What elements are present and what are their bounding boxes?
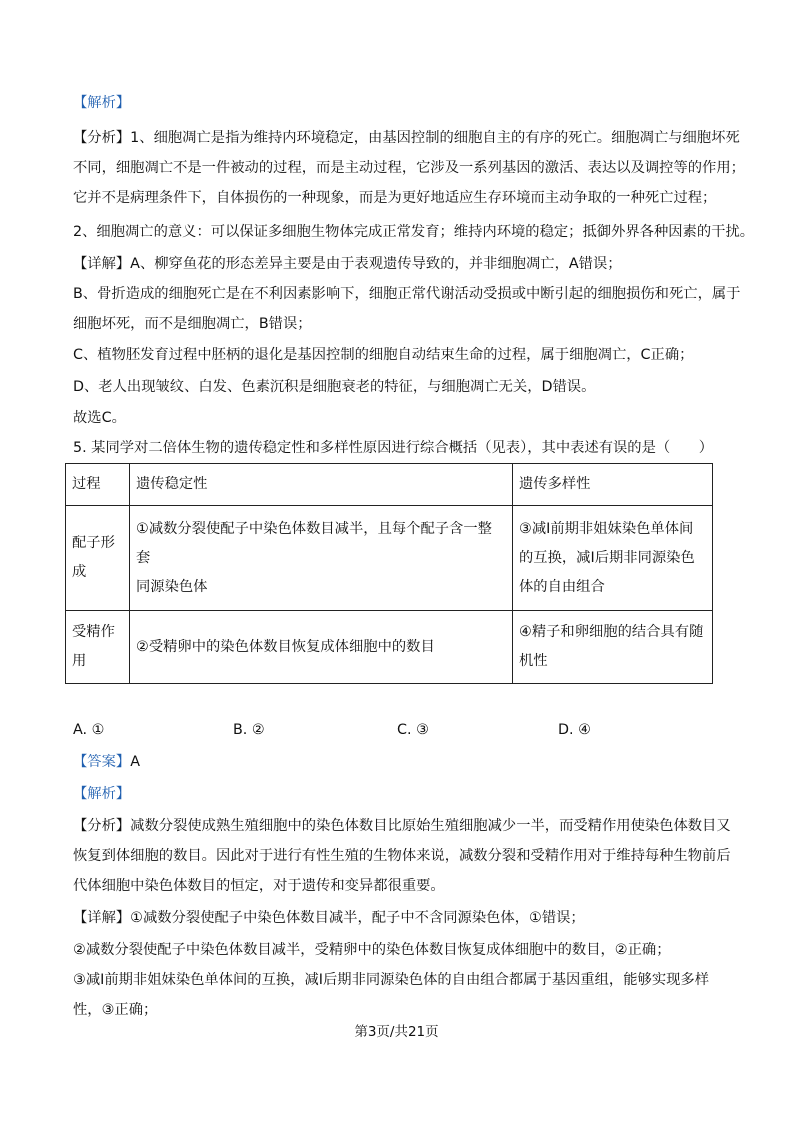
detail-line-c: C、植物胚发育过程中胚柄的退化是基因控制的细胞自动结束生命的过程，属于细胞凋亡，C正确； bbox=[73, 347, 694, 363]
cell-process: 受精作 用 bbox=[66, 611, 130, 684]
analysis-line-1: 【分析】1、细胞凋亡是指为维持内环境稳定，由基因控制的细胞自主的有序的死亡。细胞凋亡与细胞坏死 bbox=[73, 130, 740, 146]
answer-value: A bbox=[130, 754, 140, 770]
cell-stability: ①减数分裂使配子中染色体数目减半，且每个配子含一整套 同源染色体 bbox=[130, 506, 513, 611]
analysis-line-3: 它并不是病理条件下，自体损伤的一种现象，而是为更好地适应生存环境而主动争取的一种死亡过程； bbox=[73, 190, 717, 206]
option-d: D. ④ bbox=[558, 722, 591, 738]
header-diversity: 遗传多样性 bbox=[513, 464, 713, 506]
detail-line-d: D、老人出现皱纹、白发、色素沉积是细胞衰老的特征，与细胞凋亡无关，D错误。 bbox=[73, 379, 596, 395]
conclusion-line: 故选C。 bbox=[73, 410, 126, 426]
analysis2-line-1: 【分析】减数分裂使成熟生殖细胞中的染色体数目比原始生殖细胞减少一半，而受精作用使染色体数目又 bbox=[73, 818, 731, 834]
line-jiexi-2: 【解析】 bbox=[73, 786, 131, 802]
answer-line bbox=[73, 752, 140, 772]
option-b: B. ② bbox=[233, 722, 265, 738]
detail-line-a: 【详解】A、柳穿鱼花的形态差异主要是由于表观遗传导致的，并非细胞凋亡，A错误； bbox=[73, 256, 622, 272]
option-c: C. ③ bbox=[397, 722, 429, 738]
cell-process: 配子形 成 bbox=[66, 506, 130, 611]
header-stability: 遗传稳定性 bbox=[130, 464, 513, 506]
analysis2-line-3: 代体细胞中染色体数目的恒定，对于遗传和变异都很重要。 bbox=[73, 878, 445, 894]
header-process: 过程 bbox=[66, 464, 130, 506]
detail-line-b2: 细胞坏死，而不是细胞凋亡，B错误； bbox=[73, 316, 312, 332]
cell-diversity: ④精子和卵细胞的结合具有随 机性 bbox=[513, 611, 713, 684]
detail-line-b1: B、骨折造成的细胞死亡是在不利因素影响下，细胞正常代谢活动受损或中断引起的细胞损伤和死亡，属于 bbox=[73, 286, 741, 302]
analysis-line-4: 2、细胞凋亡的意义：可以保证多细胞生物体完成正常发育；维持内环境的稳定；抵御外界各种因素的干扰。 bbox=[73, 224, 755, 240]
table-header-row bbox=[66, 464, 713, 506]
answer-tag: 【答案】 bbox=[73, 754, 131, 770]
page-footer: 第3页/共21页 bbox=[354, 1024, 439, 1040]
table-row bbox=[66, 611, 713, 684]
cell-stability: ②受精卵中的染色体数目恢复成体细胞中的数目 bbox=[130, 611, 513, 684]
detail2-line-4: 性，③正确； bbox=[73, 1002, 158, 1018]
detail2-line-3: ③减Ⅰ前期非姐妹染色单体间的互换，减Ⅰ后期非同源染色体的自由组合都属于基因重组，能够实现多样 bbox=[73, 972, 710, 988]
analysis2-line-2: 恢复到体细胞的数目。因此对于进行有性生殖的生物体来说，减数分裂和受精作用对于维持每种生物前后 bbox=[73, 848, 731, 864]
option-a: A. ① bbox=[73, 722, 105, 738]
detail2-line-1: 【详解】①减数分裂使配子中染色体数目减半，配子中不含同源染色体，①错误； bbox=[73, 910, 585, 926]
cell-diversity: ③减Ⅰ前期非姐妹染色单体间 的互换，减Ⅰ后期非同源染色 体的自由组合 bbox=[513, 506, 713, 611]
line-jiexi-1: 【解析】 bbox=[73, 95, 131, 111]
detail2-line-2: ②减数分裂使配子中染色体数目减半，受精卵中的染色体数目恢复成体细胞中的数目，②正确； bbox=[73, 942, 671, 958]
analysis-line-2: 不同，细胞凋亡不是一件被动的过程，而是主动过程，它涉及一系列基因的激活、表达以及调控等的作用； bbox=[73, 160, 745, 176]
summary-table bbox=[65, 463, 713, 684]
question-5: 5. 某同学对二倍体生物的遗传稳定性和多样性原因进行综合概括（见表），其中表述有误的是（ ） bbox=[73, 440, 714, 456]
table-row bbox=[66, 506, 713, 611]
